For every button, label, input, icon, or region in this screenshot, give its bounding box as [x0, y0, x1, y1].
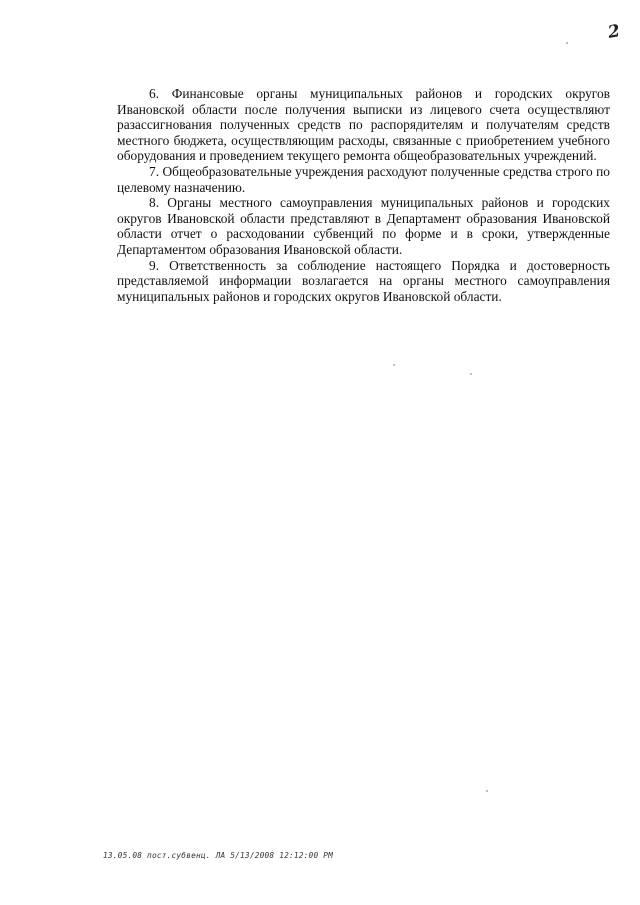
scan-speck [393, 364, 395, 366]
paragraph-9: 9. Ответственность за соблюдение настоящего Порядка и достоверность представляемой информации возлагается на органы местного самоуправления муниципальных районов и городских округов Ивановской области. [117, 257, 610, 304]
paragraph-7: 7. Общеобразовательные учреждения расходуют полученные средства строго по целевому назначению. [117, 163, 610, 195]
page-number: 2 [606, 21, 622, 43]
scan-speck [486, 790, 488, 792]
scan-speck [470, 373, 472, 375]
paragraph-6: 6. Финансовые органы муниципальных районов и городских округов Ивановской области после получения выписки из лицевого счета осуществляют разассигнования полученных средств по распорядителям и получателям средств местного бюджета, осуществляющим расходы, связанные с приобретением учебного оборудования и проведением текущего ремонта общеобразовательных учреждений. [117, 86, 610, 164]
paragraph-8: 8. Органы местного самоуправления муниципальных районов и городских округов Ивановской области представляют в Департамент образования Ивановской области отчет о расходовании субвенций по форме и в сроки, утвержденные Департаментом образования Ивановской области. [117, 195, 610, 257]
footer-file-info: 13.05.08 пост.субвенц. ЛА 5/13/2008 12:12:00 PM [103, 851, 334, 860]
document-body [117, 86, 610, 304]
scan-speck [566, 42, 568, 44]
